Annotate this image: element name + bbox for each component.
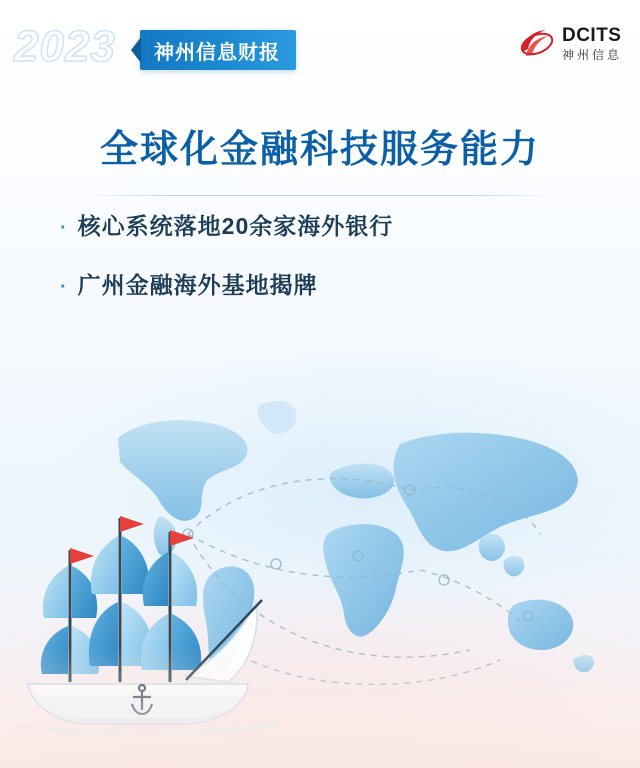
header [0, 0, 640, 92]
brand-logo [517, 26, 622, 61]
bullet-marker-icon: · [60, 276, 68, 298]
dcits-swoosh-logo-icon [517, 27, 555, 61]
title-block [0, 118, 640, 196]
year-label: 2023 [14, 22, 116, 71]
ribbon-label: 神州信息财报 [154, 41, 280, 64]
page-title: 全球化金融科技服务能力 [99, 129, 540, 171]
sailing-ship-icon [10, 470, 310, 760]
brand-text [562, 26, 622, 61]
report-ribbon-badge [140, 30, 296, 70]
brand-name-cn: 神州信息 [561, 48, 622, 62]
list-item-label: 核心系统落地20余家海外银行 [77, 213, 394, 239]
brand-name-en: DCITS [561, 25, 622, 46]
list-item [60, 208, 580, 241]
bullet-marker-icon: · [60, 217, 68, 239]
highlights-list [60, 208, 580, 326]
title-divider [85, 195, 555, 196]
list-item-label: 广州金融海外基地揭牌 [77, 272, 318, 298]
list-item [60, 267, 580, 300]
